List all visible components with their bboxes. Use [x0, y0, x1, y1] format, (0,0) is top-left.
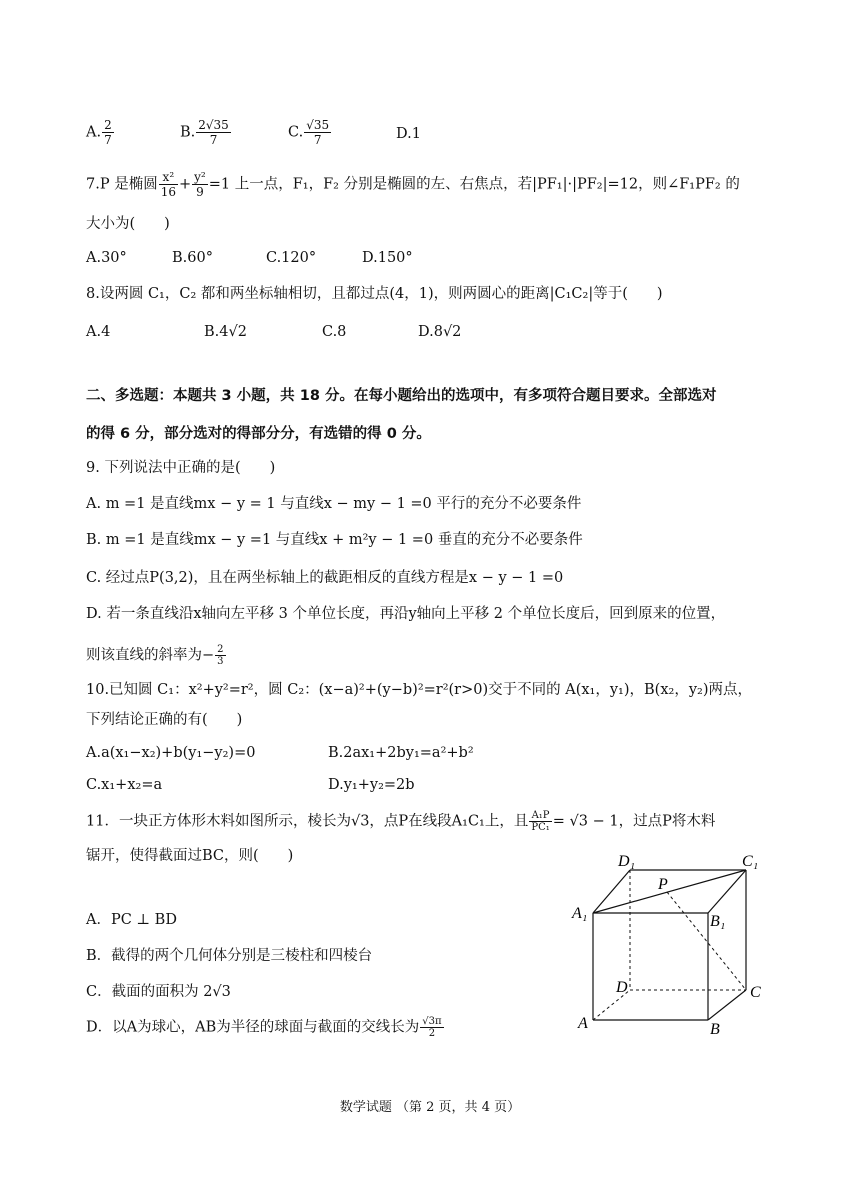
label-a1: A₁	[572, 905, 588, 922]
page-footer: 数学试题 （第 2 页，共 4 页）	[339, 1100, 521, 1115]
q7-option-b: B.60°	[172, 250, 213, 266]
q11-stem: 11．一块正方体形木料如图所示，棱长为√3，点P在线段A₁C₁上，且 $\frac{\text{A₁P}}{\text{PC₁}}$ = √3 − 1，过点P将木料	[86, 810, 716, 833]
q7-option-a: A.30°	[86, 250, 127, 266]
q6-option-d: D.1	[396, 126, 421, 142]
label-b1: B₁	[710, 913, 726, 930]
q11-option-b: B．截得的两个几何体分别是三棱柱和四棱台	[86, 948, 373, 964]
segment-p-c	[667, 892, 746, 990]
label-p: P	[658, 876, 668, 893]
q8-option-b: B.4√2	[204, 324, 247, 340]
q6-option-a: A. $\frac{2}{7}$	[86, 118, 112, 147]
q10-option-d: D.y₁+y₂=2b	[328, 777, 415, 793]
label-a: A	[578, 1015, 588, 1032]
edge-a1-d1	[593, 870, 630, 913]
q11-option-c: C．截面的面积为 2√3	[86, 984, 231, 1000]
label-c1: C₁	[742, 853, 759, 870]
q9-option-b: B. m =1 是直线mx − y =1 与直线x + m²y − 1 =0 垂直的充分不必要条件	[86, 532, 583, 548]
q7-option-d: D.150°	[362, 250, 413, 266]
label-d: D	[616, 979, 628, 996]
edge-b-c	[708, 990, 746, 1020]
q7-option-c: C.120°	[266, 250, 317, 266]
q10-option-c: C.x₁+x₂=a	[86, 777, 163, 793]
q9-stem: 9. 下列说法中正确的是( )	[86, 460, 276, 476]
edge-c1-b1	[708, 870, 746, 913]
q8-option-d: D.8√2	[418, 324, 462, 340]
q10-option-b: B.2ax₁+2by₁=a²+b²	[328, 745, 474, 761]
label-d1: D₁	[618, 853, 636, 870]
q11-option-d: D．以A为球心，AB为半径的球面与截面的交线长为 $\frac{√3\pi}{2}$	[86, 1016, 442, 1039]
diag-a1-c1	[593, 870, 746, 913]
label-b: B	[710, 1021, 720, 1038]
q10-option-a: A.a(x₁−x₂)+b(y₁−y₂)=0	[86, 745, 256, 761]
q9-option-a: A. m =1 是直线mx − y = 1 与直线x − my − 1 =0 平行的充分不必要条件	[86, 496, 582, 512]
q7-stem-line2: 大小为( )	[86, 216, 170, 232]
q9-option-d-line2: 则该直线的斜率为− $\frac{2}{3}$	[86, 644, 224, 667]
q10-stem: 10.已知圆 C₁：x²+y²=r²，圆 C₂：(x−a)²+(y−b)²=r²(r>0)交于不同的 A(x₁，y₁)，B(x₂，y₂)两点，	[86, 682, 752, 698]
section-2-header-line1: 二、多选题：本题共 3 小题，共 18 分。在每小题给出的选项中，有多项符合题目要求。全部选对	[86, 388, 717, 404]
q10-stem-line2: 下列结论正确的有( )	[86, 712, 243, 728]
q11-option-a: A．PC ⊥ BD	[86, 912, 177, 928]
q8-option-c: C.8	[322, 324, 347, 340]
q6-option-b: B. $\frac{2√35}{7}$	[180, 118, 229, 147]
q6-option-c: C. $\frac{√35}{7}$	[288, 118, 330, 147]
q9-option-c: C. 经过点P(3,2)，且在两坐标轴上的截距相反的直线方程是x − y − 1 =0	[86, 570, 564, 586]
q8-stem: 8.设两圆 C₁，C₂ 都和两坐标轴相切，且都过点(4，1)，则两圆心的距离|C₁C₂|等于( )	[86, 286, 663, 302]
q11-stem-line2: 锯开，使得截面过BC，则( )	[86, 848, 294, 864]
cube-figure	[570, 852, 770, 1042]
q9-option-d: D. 若一条直线沿x轴向左平移 3 个单位长度，再沿y轴向上平移 2 个单位长度后，回到原来的位置，	[86, 606, 726, 622]
q8-option-a: A.4	[86, 324, 111, 340]
q7-stem: 7.P 是椭圆 $\frac{\text{x²}}{16}$ + $\frac{\text{y²}}{9}$ =1 上一点，F₁，F₂ 分别是椭圆的左、右焦点，若|PF₁|·|PF₂|=12，则∠F₁PF₂ 的	[86, 170, 740, 199]
label-c: C	[750, 984, 761, 1001]
section-2-header-line2: 的得 6 分，部分选对的得部分分，有选错的得 0 分。	[86, 426, 431, 442]
